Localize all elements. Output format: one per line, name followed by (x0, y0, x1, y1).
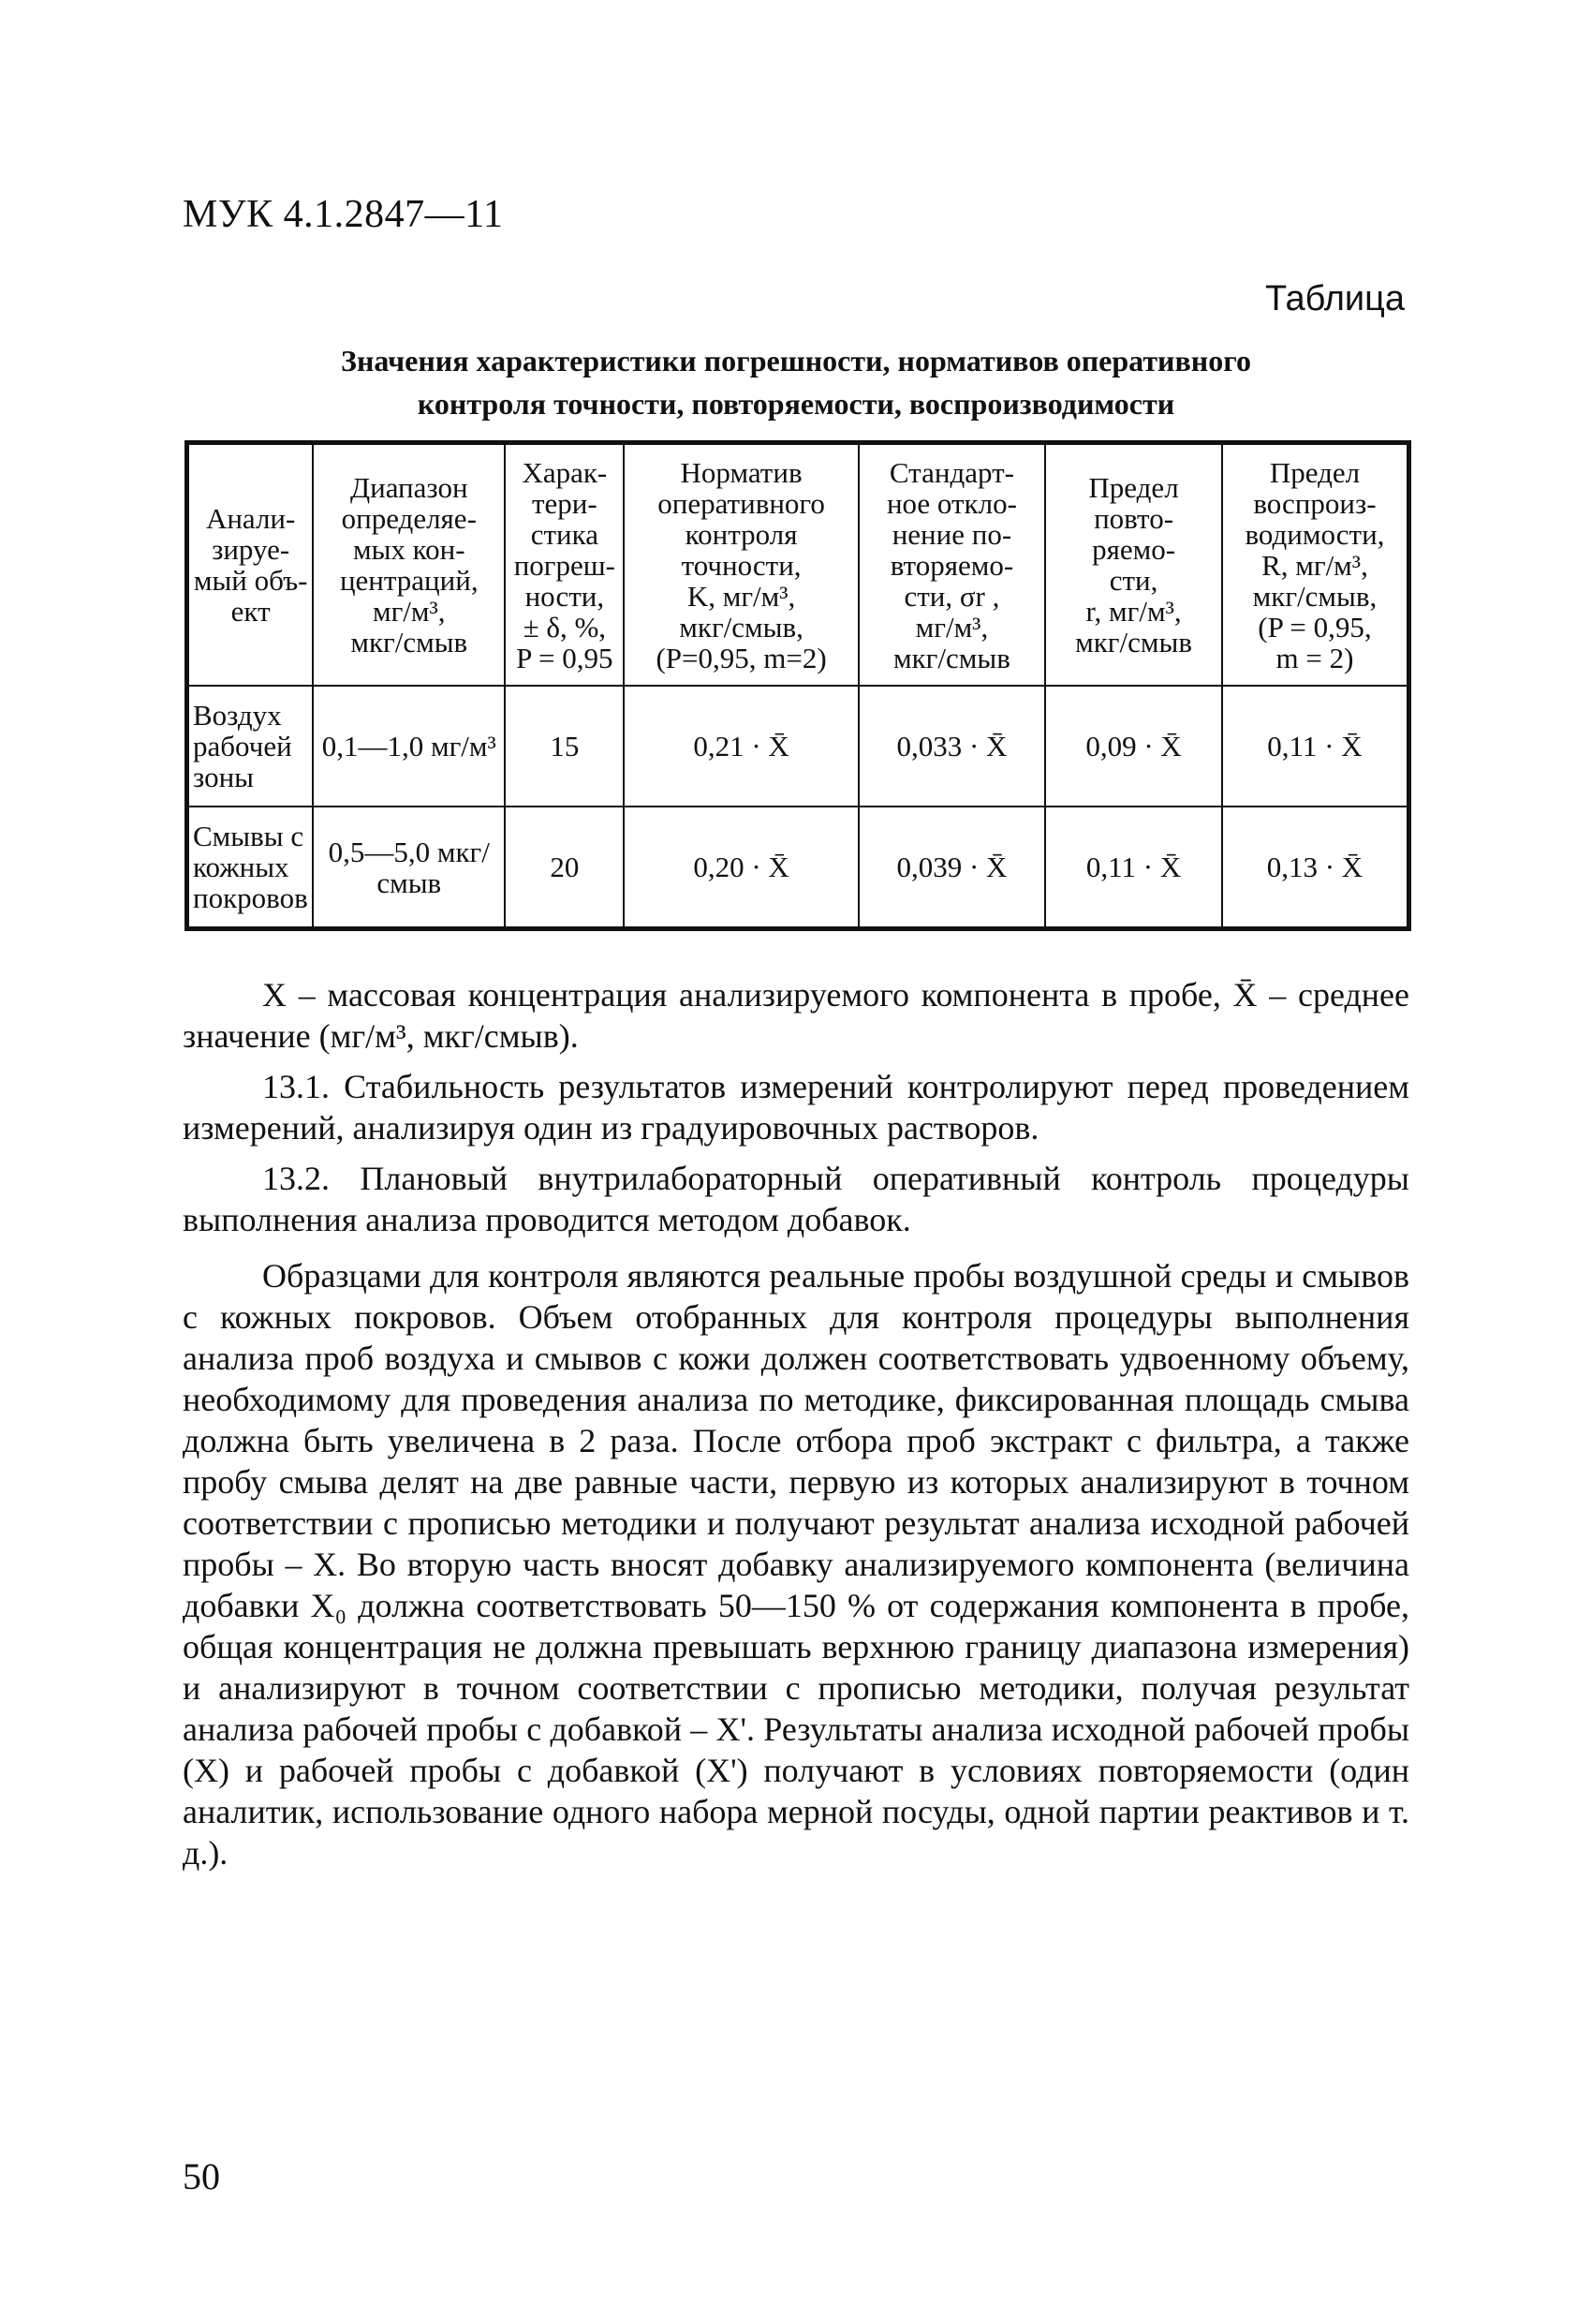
cell-object: Смывы с кожных покровов (187, 807, 314, 929)
data-table (184, 440, 1411, 931)
cell-error: 15 (505, 686, 624, 807)
cell-sigma: 0,039 · X̄ (859, 807, 1046, 929)
paragraph-control-samples: Образцами для контроля являются реальные пробы воздушной среды и смывов с кожных покровов. Объем отобранных для контроля процедуры выполнения анализа проб воздуха и смывов с кожи должен соответствовать удвоенному объему, необходимому для проведения анализа по методике, фиксированная площадь смыва должна быть увеличена в 2 раза. После отбора проб экстракт с фильтра, а также пробу смыва делят на две равные части, первую из которых анализируют в точном соответствии с прописью методики и получают результат анализа исходной рабочей пробы – X. Во вторую часть вносят добавку анализируемого компонента (величина добавки X₀ должна соответствовать 50—150 % от содержания компонента в пробе, общая концентрация не должна превышать верхнюю границу диапазона измерения) и анализируют в точном соответствии с прописью методики, получая результат анализа рабочей пробы с добавкой – X'. Результаты анализа исходной рабочей пробы (X) и рабочей пробы с добавкой (X') получают в условиях повторяемости (один аналитик, использование одного набора мерной посуды, одной партии реактивов и т. д.). (183, 1257, 1409, 1872)
header-repeatability-limit: Предел повто- ряемо- сти, r, мг/м³, мкг/смыв (1045, 443, 1222, 687)
paragraph-notation: X – массовая концентрация анализируемого компонента в пробе, X̄ – среднее значение (мг/м³, мкг/смыв). (183, 976, 1409, 1055)
cell-object: Воздух рабочей зоны (187, 686, 314, 807)
page-number: 50 (183, 2155, 220, 2198)
cell-big-r: 0,13 · X̄ (1222, 807, 1409, 929)
cell-range: 0,1—1,0 мг/м³ (313, 686, 505, 807)
cell-sigma: 0,033 · X̄ (859, 686, 1046, 807)
header-error-characteristic: Харак- тери- стика погреш- ности, ± δ, %, P = 0,95 (505, 443, 624, 687)
body-text (183, 974, 1409, 1883)
cell-error: 20 (505, 807, 624, 929)
table-caption (243, 339, 1349, 425)
table-row (187, 686, 1409, 807)
cell-k: 0,21 · X̄ (624, 686, 858, 807)
header-analyzed-object: Анали- зируе- мый объ- ект (187, 443, 314, 687)
cell-r: 0,09 · X̄ (1045, 686, 1222, 807)
header-repeatability-std-dev: Стандарт- ное откло- нение по- вторяемо- сти, σr , мг/м³, мкг/смыв (859, 443, 1046, 687)
table-caption-line-1: Значения характеристики погрешности, нормативов оперативного (341, 344, 1251, 377)
table-label: Таблица (1265, 279, 1405, 318)
table-header-row (187, 443, 1409, 687)
paragraph-13-2: 13.2. Плановый внутрилабораторный оперативный контроль процедуры выполнения анализа проводится методом добавок. (183, 1160, 1409, 1238)
header-accuracy-control-norm: Норматив оперативного контроля точности, K, мг/м³, мкг/смыв, (P=0,95, m=2) (624, 443, 858, 687)
table-caption-line-2: контроля точности, повторяемости, воспроизводимости (417, 387, 1175, 421)
document-code: МУК 4.1.2847—11 (183, 193, 504, 236)
header-concentration-range: Диапазон определяе- мых кон- центраций, мг/м³, мкг/смыв (313, 443, 505, 687)
header-reproducibility-limit: Предел воспроиз- водимости, R, мг/м³, мкг/смыв, (P = 0,95, m = 2) (1222, 443, 1409, 687)
paragraph-13-1: 13.1. Стабильность результатов измерений контролируют перед проведением измерений, анализируя один из градуировочных растворов. (183, 1068, 1409, 1147)
cell-r: 0,11 · X̄ (1045, 807, 1222, 929)
cell-k: 0,20 · X̄ (624, 807, 858, 929)
cell-range: 0,5—5,0 мкг/смыв (313, 807, 505, 929)
cell-big-r: 0,11 · X̄ (1222, 686, 1409, 807)
table-row (187, 807, 1409, 929)
